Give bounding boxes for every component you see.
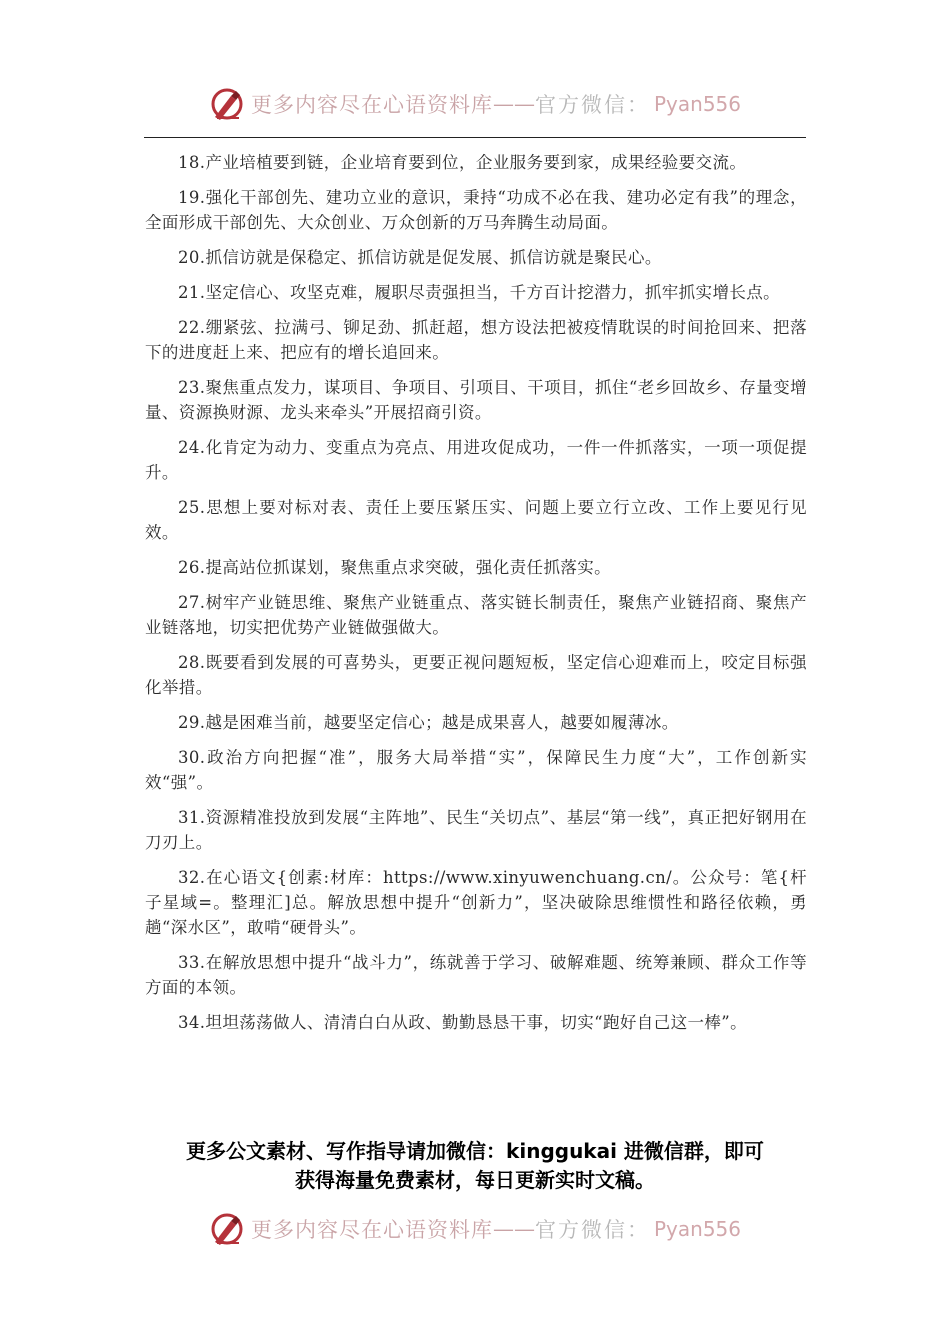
paragraph-28: 28.既要看到发展的可喜势头，更要正视问题短板，坚定信心迎难而上，咬定目标强化举措。: [145, 653, 807, 697]
paragraph-29: 29.越是困难当前，越要坚定信心；越是成果喜人，越要如履薄冰。: [178, 713, 679, 732]
wechat-label: 官方微信：: [534, 93, 650, 117]
brand-text: 更多内容尽在心语资料库: [250, 1218, 493, 1242]
paragraph-26: 26.提高站位抓谋划，聚焦重点求突破，强化责任抓落实。: [178, 558, 612, 577]
wechat-id: Pyan556: [653, 1217, 741, 1241]
paragraph-27: 27.树牢产业链思维、聚焦产业链重点、落实链长制责任，聚焦产业链招商、聚焦产业链落地，切实把优势产业链做强做大。: [145, 593, 807, 637]
paragraph-34: 34.坦坦荡荡做人、清清白白从政、勤勤恳恳干事，切实“跑好自己这一棒”。: [178, 1013, 748, 1032]
paragraph-18: 18.产业培植要到链，企业培育要到位，企业服务要到家，成果经验要交流。: [178, 153, 747, 172]
promo-notice: [0, 1137, 950, 1195]
paragraph-32: 32.在心语文{创素:材库：https://www.xinyuwenchuang.cn/。公众号：笔{杆子星域=。整理汇]总。解放思想中提升“创新力”，坚决破除思维惯性和路径依赖，勇趟“深水区”，敢啃“硬骨头”。: [145, 868, 807, 937]
header-divider: [144, 137, 806, 138]
wechat-label: 官方微信：: [534, 1218, 650, 1242]
pen-logo-icon: [209, 86, 245, 122]
promo-line-1: 更多公文素材、写作指导请加微信：kinggukai 进微信群，即可: [186, 1139, 764, 1163]
header-banner: [0, 80, 950, 128]
paragraph-23: 23.聚焦重点发力，谋项目、争项目、引项目、干项目，抓住“老乡回故乡、存量变增量、资源换财源、龙头来牵头”开展招商引资。: [145, 378, 807, 422]
body-text: [145, 150, 807, 1045]
brand-text: 更多内容尽在心语资料库: [250, 93, 493, 117]
paragraph-31: 31.资源精准投放到发展“主阵地”、民生“关切点”、基层“第一线”，真正把好钢用在刀刃上。: [145, 808, 807, 852]
paragraph-30: 30.政治方向把握“准”，服务大局举措“实”，保障民生力度“大”，工作创新实效“强”。: [145, 748, 807, 792]
paragraph-24: 24.化肯定为动力、变重点为亮点、用进攻促成功，一件一件抓落实，一项一项促提升。: [145, 438, 807, 482]
paragraph-33: 33.在解放思想中提升“战斗力”，练就善于学习、破解难题、统筹兼顾、群众工作等方面的本领。: [145, 953, 807, 997]
paragraph-19: 19.强化干部创先、建功立业的意识，秉持“功成不必在我、建功必定有我”的理念，全面形成干部创先、大众创业、万众创新的万马奔腾生动局面。: [145, 188, 807, 232]
brand-separator: ——: [492, 92, 535, 116]
brand-separator: ——: [492, 1217, 535, 1241]
paragraph-21: 21.坚定信心、攻坚克难，履职尽责强担当，千方百计挖潜力，抓牢抓实增长点。: [178, 283, 781, 302]
pen-logo-icon: [209, 1211, 245, 1247]
footer-banner: [0, 1205, 950, 1253]
wechat-id: Pyan556: [653, 92, 741, 116]
promo-line-2: 获得海量免费素材，每日更新实时文稿。: [295, 1168, 655, 1192]
paragraph-22: 22.绷紧弦、拉满弓、铆足劲、抓赶超，想方设法把被疫情耽误的时间抢回来、把落下的进度赶上来、把应有的增长追回来。: [145, 318, 807, 362]
paragraph-25: 25.思想上要对标对表、责任上要压紧压实、问题上要立行立改、工作上要见行见效。: [145, 498, 807, 542]
paragraph-20: 20.抓信访就是保稳定、抓信访就是促发展、抓信访就是聚民心。: [178, 248, 662, 267]
